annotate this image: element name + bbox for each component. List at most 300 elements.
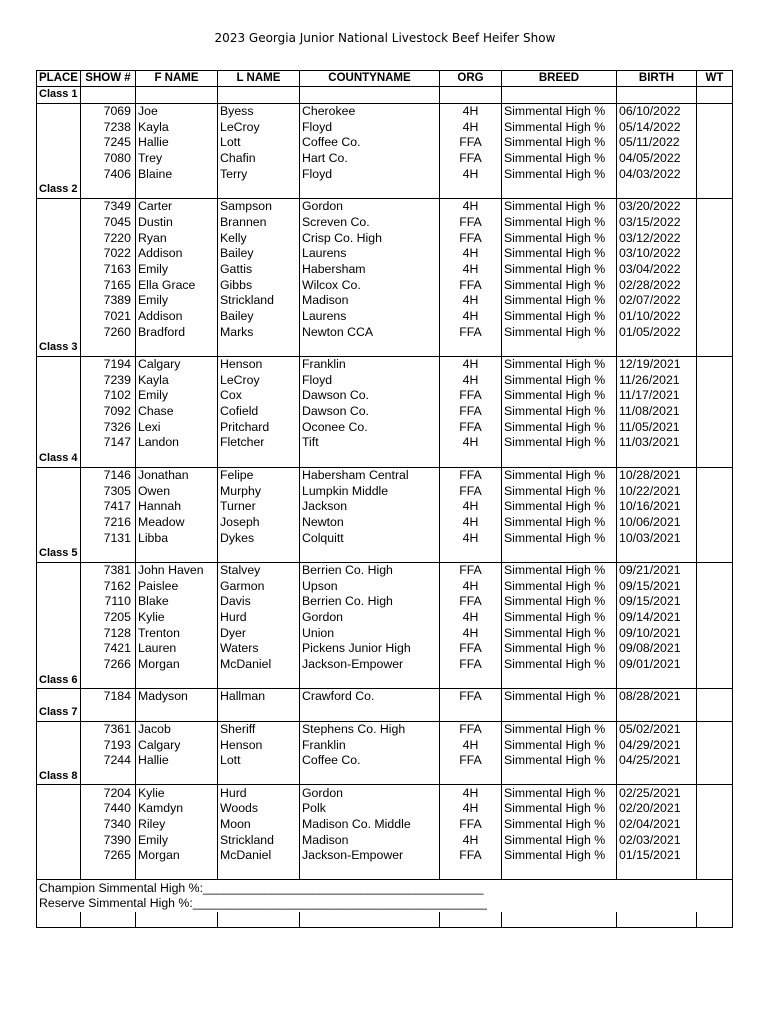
cell-org: 4H bbox=[439, 785, 501, 801]
cell-breed: Simmental High % bbox=[501, 215, 616, 231]
cell-county: Colquitt bbox=[299, 530, 439, 546]
class-label: Class 5 bbox=[37, 546, 81, 562]
cell-wt bbox=[696, 641, 732, 657]
cell-show: 7326 bbox=[80, 419, 135, 435]
page-title: 2023 Georgia Junior National Livestock Beef Heifer Show bbox=[214, 31, 556, 45]
cell-lname: Hallman bbox=[217, 689, 299, 705]
cell-county: Oconee Co. bbox=[299, 419, 439, 435]
cell-county: Newton bbox=[299, 515, 439, 531]
cell-breed: Simmental High % bbox=[501, 515, 616, 531]
place-cell bbox=[37, 372, 81, 388]
table-row bbox=[37, 151, 733, 167]
cell-lname: Stalvey bbox=[217, 562, 299, 578]
cell-org: FFA bbox=[439, 215, 501, 231]
table-row bbox=[37, 562, 733, 578]
place-cell bbox=[37, 562, 81, 578]
cell-county: Floyd bbox=[299, 372, 439, 388]
cell-lname: LeCroy bbox=[217, 372, 299, 388]
table-row bbox=[37, 467, 733, 483]
cell-birth: 01/15/2021 bbox=[616, 848, 696, 864]
cell-county: Gordon bbox=[299, 785, 439, 801]
table-row bbox=[37, 388, 733, 404]
class-label: Class 3 bbox=[37, 340, 81, 356]
empty-cell bbox=[439, 705, 501, 721]
place-cell bbox=[37, 230, 81, 246]
cell-show: 7417 bbox=[80, 499, 135, 515]
empty-cell bbox=[616, 546, 696, 562]
cell-wt bbox=[696, 848, 732, 864]
cell-org: FFA bbox=[439, 230, 501, 246]
cell-county: Madison bbox=[299, 832, 439, 848]
place-cell bbox=[37, 293, 81, 309]
empty-cell bbox=[501, 912, 616, 928]
empty-cell bbox=[439, 546, 501, 562]
cell-breed: Simmental High % bbox=[501, 277, 616, 293]
cell-fname: Kayla bbox=[135, 119, 217, 135]
cell-breed: Simmental High % bbox=[501, 324, 616, 340]
empty-cell bbox=[135, 769, 217, 785]
cell-wt bbox=[696, 309, 732, 325]
cell-fname: Calgary bbox=[135, 356, 217, 372]
class-label: Class 4 bbox=[37, 451, 81, 467]
cell-county: Cherokee bbox=[299, 103, 439, 119]
class-label: Class 1 bbox=[37, 87, 81, 104]
empty-cell bbox=[616, 451, 696, 467]
cell-county: Union bbox=[299, 625, 439, 641]
empty-cell bbox=[299, 705, 439, 721]
cell-lname: Terry bbox=[217, 166, 299, 182]
champion-label: Champion Simmental High %:_________________________________________ bbox=[37, 880, 697, 896]
cell-wt bbox=[696, 324, 732, 340]
empty-cell bbox=[616, 864, 696, 880]
empty-cell bbox=[37, 912, 81, 928]
cell-county: Upson bbox=[299, 578, 439, 594]
cell-birth: 03/10/2022 bbox=[616, 246, 696, 262]
cell-show: 7440 bbox=[80, 801, 135, 817]
place-cell bbox=[37, 262, 81, 278]
table-row bbox=[37, 277, 733, 293]
empty-cell bbox=[616, 672, 696, 688]
place-cell bbox=[37, 467, 81, 483]
spacer-row bbox=[37, 864, 733, 880]
cell-show: 7165 bbox=[80, 277, 135, 293]
place-cell bbox=[37, 119, 81, 135]
cell-wt bbox=[696, 737, 732, 753]
empty-cell bbox=[299, 672, 439, 688]
cell-breed: Simmental High % bbox=[501, 562, 616, 578]
cell-birth: 04/03/2022 bbox=[616, 166, 696, 182]
cell-breed: Simmental High % bbox=[501, 737, 616, 753]
cell-org: 4H bbox=[439, 246, 501, 262]
empty-cell bbox=[217, 340, 299, 356]
empty-cell bbox=[696, 864, 732, 880]
table-row bbox=[37, 641, 733, 657]
table-row bbox=[37, 215, 733, 231]
table-row bbox=[37, 721, 733, 737]
cell-birth: 10/03/2021 bbox=[616, 530, 696, 546]
cell-wt bbox=[696, 215, 732, 231]
cell-show: 7022 bbox=[80, 246, 135, 262]
cell-fname: Ella Grace bbox=[135, 277, 217, 293]
place-cell bbox=[37, 753, 81, 769]
place-cell bbox=[37, 324, 81, 340]
cell-county: Franklin bbox=[299, 737, 439, 753]
place-cell bbox=[37, 103, 81, 119]
cell-birth: 02/28/2022 bbox=[616, 277, 696, 293]
col-header-lname: L NAME bbox=[217, 71, 299, 87]
cell-breed: Simmental High % bbox=[501, 135, 616, 151]
cell-show: 7266 bbox=[80, 657, 135, 673]
cell-county: Franklin bbox=[299, 356, 439, 372]
cell-fname: Riley bbox=[135, 817, 217, 833]
table-row bbox=[37, 737, 733, 753]
empty-cell bbox=[616, 182, 696, 198]
empty-cell bbox=[616, 87, 696, 104]
empty-cell bbox=[501, 182, 616, 198]
cell-fname: Trey bbox=[135, 151, 217, 167]
cell-org: 4H bbox=[439, 119, 501, 135]
cell-birth: 10/06/2021 bbox=[616, 515, 696, 531]
col-header-fname: F NAME bbox=[135, 71, 217, 87]
empty-cell bbox=[80, 912, 135, 928]
empty-cell bbox=[135, 340, 217, 356]
cell-breed: Simmental High % bbox=[501, 817, 616, 833]
place-cell bbox=[37, 435, 81, 451]
table-row bbox=[37, 404, 733, 420]
cell-county: Pickens Junior High bbox=[299, 641, 439, 657]
cell-wt bbox=[696, 594, 732, 610]
empty-cell bbox=[80, 769, 135, 785]
empty-cell bbox=[696, 705, 732, 721]
col-header-wt: WT bbox=[696, 71, 732, 87]
cell-birth: 04/05/2022 bbox=[616, 151, 696, 167]
place-cell bbox=[37, 356, 81, 372]
cell-county: Jackson-Empower bbox=[299, 657, 439, 673]
empty-cell bbox=[299, 340, 439, 356]
empty-cell bbox=[80, 451, 135, 467]
cell-fname: Emily bbox=[135, 388, 217, 404]
cell-breed: Simmental High % bbox=[501, 404, 616, 420]
cell-birth: 04/29/2021 bbox=[616, 737, 696, 753]
cell-lname: Gibbs bbox=[217, 277, 299, 293]
empty-cell bbox=[616, 912, 696, 928]
place-cell bbox=[37, 785, 81, 801]
empty-cell bbox=[217, 546, 299, 562]
cell-org: FFA bbox=[439, 848, 501, 864]
empty-cell bbox=[80, 340, 135, 356]
cell-county: Madison Co. Middle bbox=[299, 817, 439, 833]
table-row bbox=[37, 753, 733, 769]
empty-cell bbox=[501, 87, 616, 104]
cell-show: 7204 bbox=[80, 785, 135, 801]
cell-wt bbox=[696, 721, 732, 737]
cell-lname: Sampson bbox=[217, 198, 299, 214]
cell-breed: Simmental High % bbox=[501, 832, 616, 848]
cell-birth: 10/22/2021 bbox=[616, 483, 696, 499]
table-row bbox=[37, 246, 733, 262]
cell-lname: Murphy bbox=[217, 483, 299, 499]
cell-wt bbox=[696, 435, 732, 451]
cell-breed: Simmental High % bbox=[501, 230, 616, 246]
cell-org: FFA bbox=[439, 404, 501, 420]
cell-org: FFA bbox=[439, 324, 501, 340]
class-label: Class 7 bbox=[37, 705, 81, 721]
cell-breed: Simmental High % bbox=[501, 657, 616, 673]
empty-cell bbox=[501, 864, 616, 880]
cell-county: Berrien Co. High bbox=[299, 562, 439, 578]
place-cell bbox=[37, 515, 81, 531]
place-cell bbox=[37, 832, 81, 848]
empty-cell bbox=[135, 705, 217, 721]
cell-wt bbox=[696, 230, 732, 246]
cell-wt bbox=[696, 483, 732, 499]
cell-org: 4H bbox=[439, 530, 501, 546]
cell-county: Jackson-Empower bbox=[299, 848, 439, 864]
empty-cell bbox=[37, 864, 81, 880]
cell-birth: 03/15/2022 bbox=[616, 215, 696, 231]
place-cell bbox=[37, 625, 81, 641]
cell-birth: 09/15/2021 bbox=[616, 578, 696, 594]
cell-lname: McDaniel bbox=[217, 848, 299, 864]
cell-birth: 01/10/2022 bbox=[616, 309, 696, 325]
cell-lname: Chafin bbox=[217, 151, 299, 167]
cell-wt bbox=[696, 419, 732, 435]
cell-org: 4H bbox=[439, 198, 501, 214]
table-row bbox=[37, 610, 733, 626]
cell-county: Polk bbox=[299, 801, 439, 817]
place-cell bbox=[37, 388, 81, 404]
cell-show: 7239 bbox=[80, 372, 135, 388]
empty-cell bbox=[616, 340, 696, 356]
cell-lname: Moon bbox=[217, 817, 299, 833]
cell-org: 4H bbox=[439, 166, 501, 182]
cell-breed: Simmental High % bbox=[501, 641, 616, 657]
cell-birth: 04/25/2021 bbox=[616, 753, 696, 769]
cell-lname: Woods bbox=[217, 801, 299, 817]
cell-wt bbox=[696, 785, 732, 801]
cell-breed: Simmental High % bbox=[501, 721, 616, 737]
cell-show: 7244 bbox=[80, 753, 135, 769]
cell-wt bbox=[696, 689, 732, 705]
cell-show: 7238 bbox=[80, 119, 135, 135]
place-cell bbox=[37, 801, 81, 817]
cell-wt bbox=[696, 530, 732, 546]
cell-county: Wilcox Co. bbox=[299, 277, 439, 293]
empty-cell bbox=[501, 705, 616, 721]
place-cell bbox=[37, 594, 81, 610]
cell-county: Screven Co. bbox=[299, 215, 439, 231]
cell-fname: Kylie bbox=[135, 785, 217, 801]
cell-show: 7349 bbox=[80, 198, 135, 214]
place-cell bbox=[37, 848, 81, 864]
empty-cell bbox=[439, 182, 501, 198]
cell-org: FFA bbox=[439, 721, 501, 737]
table-row bbox=[37, 515, 733, 531]
cell-show: 7162 bbox=[80, 578, 135, 594]
cell-fname: John Haven bbox=[135, 562, 217, 578]
cell-lname: Bailey bbox=[217, 309, 299, 325]
empty-cell bbox=[299, 87, 439, 104]
cell-fname: Chase bbox=[135, 404, 217, 420]
cell-birth: 09/10/2021 bbox=[616, 625, 696, 641]
table-row bbox=[37, 689, 733, 705]
cell-wt bbox=[696, 610, 732, 626]
table-row bbox=[37, 817, 733, 833]
empty-cell bbox=[217, 769, 299, 785]
table-body bbox=[37, 87, 733, 928]
cell-show: 7146 bbox=[80, 467, 135, 483]
cell-show: 7131 bbox=[80, 530, 135, 546]
cell-org: 4H bbox=[439, 309, 501, 325]
cell-county: Lumpkin Middle bbox=[299, 483, 439, 499]
table-row bbox=[37, 483, 733, 499]
empty-cell bbox=[299, 912, 439, 928]
cell-breed: Simmental High % bbox=[501, 246, 616, 262]
empty-cell bbox=[217, 864, 299, 880]
place-cell bbox=[37, 215, 81, 231]
cell-fname: Madyson bbox=[135, 689, 217, 705]
cell-show: 7193 bbox=[80, 737, 135, 753]
cell-show: 7080 bbox=[80, 151, 135, 167]
cell-show: 7216 bbox=[80, 515, 135, 531]
class-header-row bbox=[37, 546, 733, 562]
table-row bbox=[37, 166, 733, 182]
cell-wt bbox=[696, 578, 732, 594]
closing-row bbox=[37, 912, 733, 928]
place-cell bbox=[37, 817, 81, 833]
cell-county: Dawson Co. bbox=[299, 388, 439, 404]
cell-fname: Meadow bbox=[135, 515, 217, 531]
cell-show: 7305 bbox=[80, 483, 135, 499]
cell-lname: Waters bbox=[217, 641, 299, 657]
empty-cell bbox=[439, 769, 501, 785]
cell-org: FFA bbox=[439, 151, 501, 167]
cell-show: 7110 bbox=[80, 594, 135, 610]
cell-county: Dawson Co. bbox=[299, 404, 439, 420]
cell-org: 4H bbox=[439, 578, 501, 594]
cell-birth: 11/17/2021 bbox=[616, 388, 696, 404]
table-row bbox=[37, 119, 733, 135]
cell-county: Stephens Co. High bbox=[299, 721, 439, 737]
class-header-row bbox=[37, 182, 733, 198]
cell-lname: Cofield bbox=[217, 404, 299, 420]
cell-org: FFA bbox=[439, 594, 501, 610]
cell-fname: Paislee bbox=[135, 578, 217, 594]
cell-county: Tift bbox=[299, 435, 439, 451]
cell-fname: Carter bbox=[135, 198, 217, 214]
cell-org: 4H bbox=[439, 103, 501, 119]
cell-lname: Kelly bbox=[217, 230, 299, 246]
cell-birth: 09/21/2021 bbox=[616, 562, 696, 578]
cell-lname: Marks bbox=[217, 324, 299, 340]
cell-breed: Simmental High % bbox=[501, 262, 616, 278]
cell-lname: Pritchard bbox=[217, 419, 299, 435]
cell-birth: 10/28/2021 bbox=[616, 467, 696, 483]
cell-breed: Simmental High % bbox=[501, 309, 616, 325]
place-cell bbox=[37, 737, 81, 753]
cell-wt bbox=[696, 515, 732, 531]
empty-cell bbox=[696, 896, 732, 912]
cell-breed: Simmental High % bbox=[501, 372, 616, 388]
table-row bbox=[37, 848, 733, 864]
empty-cell bbox=[439, 87, 501, 104]
cell-lname: Garmon bbox=[217, 578, 299, 594]
empty-cell bbox=[135, 87, 217, 104]
cell-org: FFA bbox=[439, 419, 501, 435]
cell-show: 7390 bbox=[80, 832, 135, 848]
cell-breed: Simmental High % bbox=[501, 483, 616, 499]
cell-fname: Joe bbox=[135, 103, 217, 119]
cell-birth: 11/05/2021 bbox=[616, 419, 696, 435]
cell-birth: 02/07/2022 bbox=[616, 293, 696, 309]
table-row bbox=[37, 372, 733, 388]
cell-lname: Fletcher bbox=[217, 435, 299, 451]
cell-fname: Addison bbox=[135, 246, 217, 262]
class-header-row bbox=[37, 87, 733, 104]
col-header-place: PLACE bbox=[37, 71, 81, 87]
cell-lname: Turner bbox=[217, 499, 299, 515]
cell-birth: 10/16/2021 bbox=[616, 499, 696, 515]
cell-birth: 09/15/2021 bbox=[616, 594, 696, 610]
cell-fname: Blaine bbox=[135, 166, 217, 182]
cell-county: Floyd bbox=[299, 119, 439, 135]
cell-lname: Henson bbox=[217, 737, 299, 753]
cell-county: Madison bbox=[299, 293, 439, 309]
empty-cell bbox=[439, 912, 501, 928]
empty-cell bbox=[299, 864, 439, 880]
cell-wt bbox=[696, 103, 732, 119]
cell-lname: Lott bbox=[217, 135, 299, 151]
table-row bbox=[37, 103, 733, 119]
place-cell bbox=[37, 689, 81, 705]
cell-birth: 05/11/2022 bbox=[616, 135, 696, 151]
table-row bbox=[37, 530, 733, 546]
cell-county: Laurens bbox=[299, 246, 439, 262]
empty-cell bbox=[217, 705, 299, 721]
place-cell bbox=[37, 151, 81, 167]
empty-cell bbox=[80, 546, 135, 562]
cell-lname: Dykes bbox=[217, 530, 299, 546]
cell-birth: 08/28/2021 bbox=[616, 689, 696, 705]
cell-county: Laurens bbox=[299, 309, 439, 325]
table-row bbox=[37, 230, 733, 246]
cell-breed: Simmental High % bbox=[501, 198, 616, 214]
cell-wt bbox=[696, 801, 732, 817]
reserve-label: Reserve Simmental High %:___________________________________________ bbox=[37, 896, 697, 912]
cell-show: 7147 bbox=[80, 435, 135, 451]
cell-org: 4H bbox=[439, 262, 501, 278]
table-row bbox=[37, 801, 733, 817]
cell-org: 4H bbox=[439, 499, 501, 515]
cell-org: 4H bbox=[439, 832, 501, 848]
cell-org: FFA bbox=[439, 467, 501, 483]
table-row bbox=[37, 293, 733, 309]
cell-breed: Simmental High % bbox=[501, 356, 616, 372]
cell-wt bbox=[696, 356, 732, 372]
class-header-row bbox=[37, 451, 733, 467]
table-row bbox=[37, 419, 733, 435]
cell-fname: Blake bbox=[135, 594, 217, 610]
cell-wt bbox=[696, 166, 732, 182]
cell-org: 4H bbox=[439, 737, 501, 753]
table-row bbox=[37, 785, 733, 801]
col-header-birth: BIRTH bbox=[616, 71, 696, 87]
cell-wt bbox=[696, 404, 732, 420]
cell-lname: McDaniel bbox=[217, 657, 299, 673]
empty-cell bbox=[217, 87, 299, 104]
empty-cell bbox=[80, 87, 135, 104]
cell-breed: Simmental High % bbox=[501, 119, 616, 135]
